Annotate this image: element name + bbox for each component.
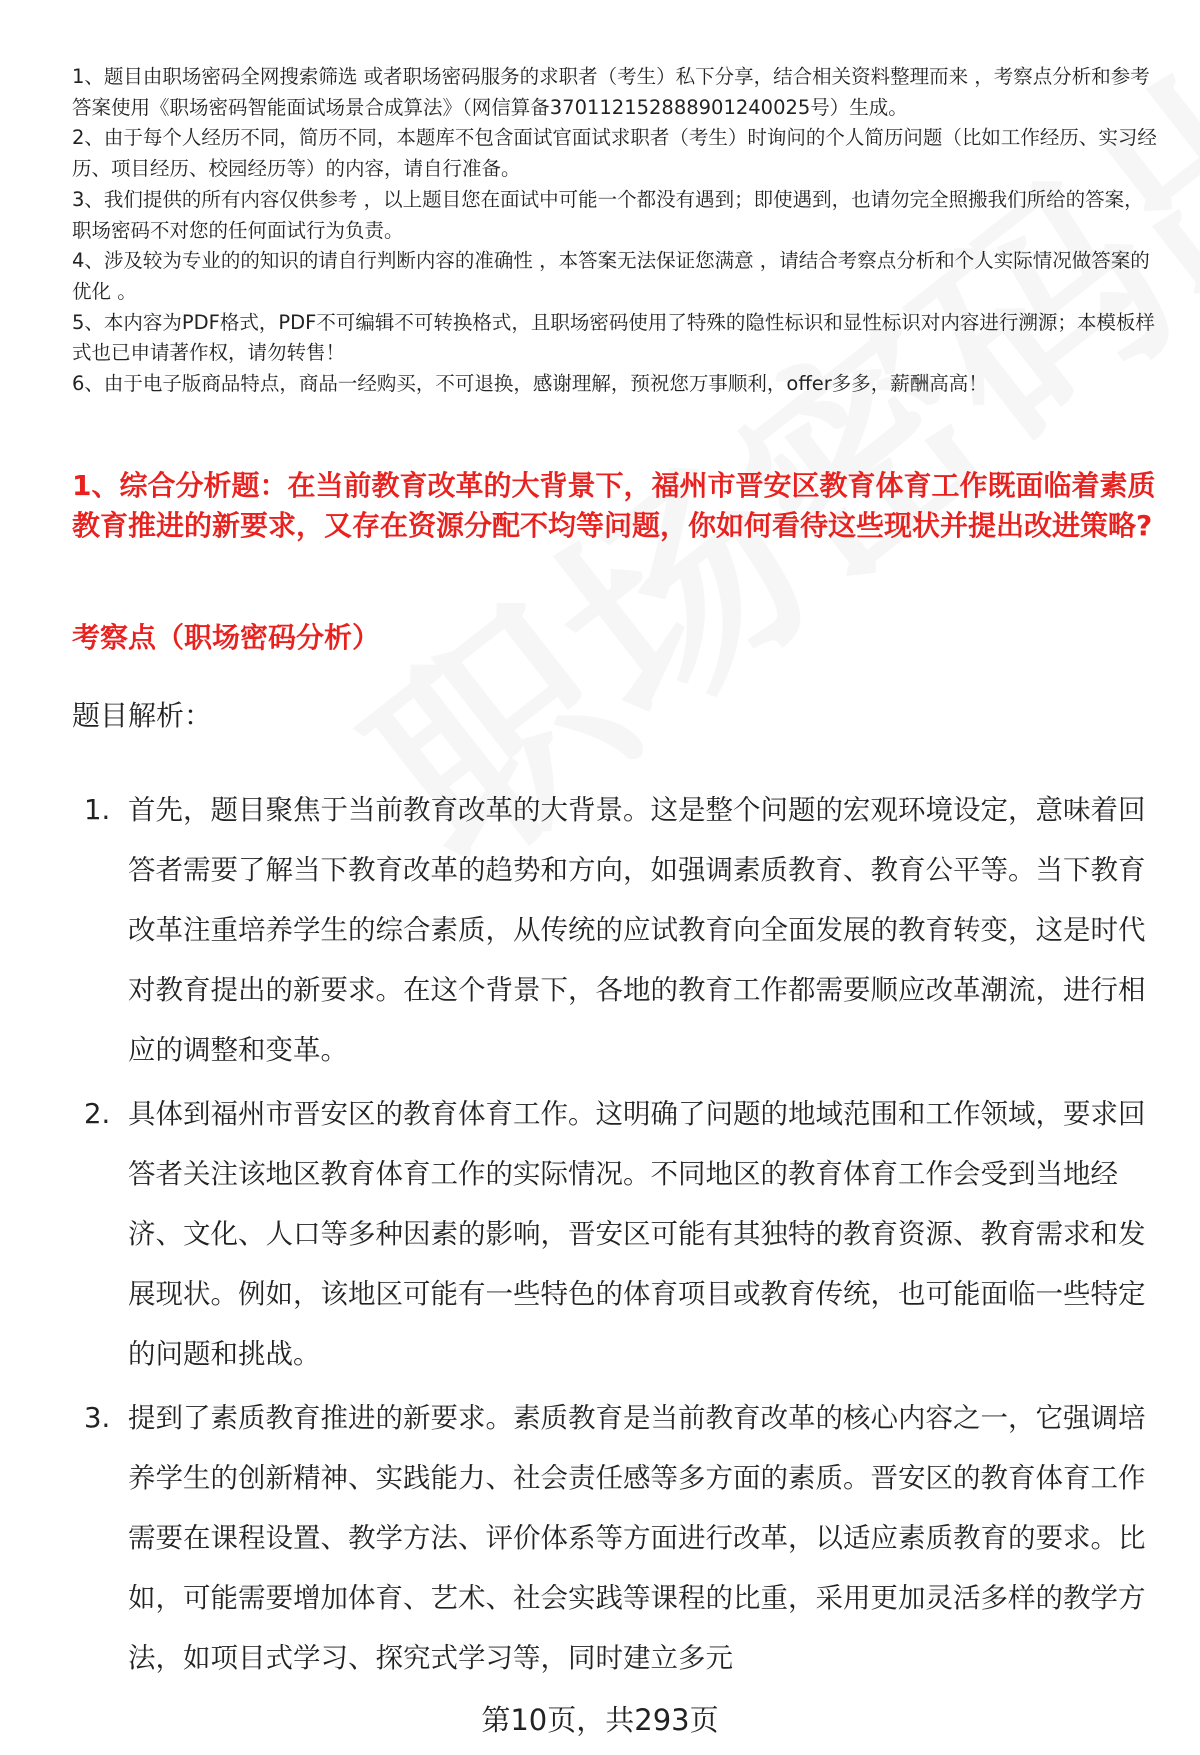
notice-item: 1、题目由职场密码全网搜索筛选 或者职场密码服务的求职者（考生）私下分享，结合相关资料整理而来 ，考察点分析和参考答案使用《职场密码智能面试场景合成算法》（网信算备370112152888901240025号）生成。: [72, 65, 1150, 119]
list-item-text: 首先，题目聚焦于当前教育改革的大背景。这是整个问题的宏观环境设定，意味着回答者需要了解当下教育改革的趋势和方向，如强调素质教育、教育公平等。当下教育改革注重培养学生的综合素质，从传统的应试教育向全面发展的教育转变，这是时代对教育提出的新要求。在这个背景下，各地的教育工作都需要顺应改革潮流，进行相应的调整和变革。: [128, 794, 1146, 1066]
list-number: 1.: [84, 794, 111, 826]
notice-item: 5、本内容为PDF格式，PDF不可编辑不可转换格式，且职场密码使用了特殊的隐性标识和显性标识对内容进行溯源；本模板样式也已申请著作权，请勿转售！: [72, 310, 1155, 365]
section-title: 考察点（职场密码分析）: [72, 621, 381, 654]
list-item: [72, 780, 1147, 1080]
analysis-list: [72, 780, 1147, 1692]
list-number: 3.: [84, 1402, 111, 1434]
analysis-label: 题目解析：: [72, 699, 213, 732]
list-number: 2.: [84, 1098, 111, 1130]
notice-block: [72, 62, 1162, 400]
list-item: [72, 1388, 1147, 1688]
list-item-text: 具体到福州市晋安区的教育体育工作。这明确了问题的地域范围和工作领域，要求回答者关注该地区教育体育工作的实际情况。不同地区的教育体育工作会受到当地经济、文化、人口等多种因素的影响，晋安区可能有其独特的教育资源、教育需求和发展现状。例如，该地区可能有一些特色的体育项目或教育传统，也可能面临一些特定的问题和挑战。: [128, 1098, 1146, 1370]
notice-item: 4、涉及较为专业的的知识的请自行判断内容的准确性 ，本答案无法保证您满意 ，请结合考察点分析和个人实际情况做答案的优化 。: [72, 249, 1150, 303]
question-heading: 1、综合分析题：在当前教育改革的大背景下，福州市晋安区教育体育工作既面临着素质教育推进的新要求，又存在资源分配不均等问题，你如何看待这些现状并提出改进策略?: [72, 469, 1156, 542]
notice-item: 3、我们提供的所有内容仅供参考 ，以上题目您在面试中可能一个都没有遇到；即使遇到，也请勿完全照搬我们所给的答案，职场密码不对您的任何面试行为负责。: [72, 187, 1144, 242]
list-item-text: 提到了素质教育推进的新要求。素质教育是当前教育改革的核心内容之一，它强调培养学生的创新精神、实践能力、社会责任感等多方面的素质。晋安区的教育体育工作需要在课程设置、教学方法、评价体系等方面进行改革，以适应素质教育的要求。比如，可能需要增加体育、艺术、社会实践等课程的比重，采用更加灵活多样的教学方法，如项目式学习、探究式学习等，同时建立多元: [128, 1402, 1146, 1674]
notice-item: 2、由于每个人经历不同，简历不同，本题库不包含面试官面试求职者（考生）时询问的个人简历问题（比如工作经历、实习经历、项目经历、校园经历等）的内容，请自行准备。: [72, 126, 1157, 181]
notice-item: 6、由于电子版商品特点，商品一经购买，不可退换，感谢理解，预祝您万事顺利，offer多多，薪酬高高！: [72, 372, 988, 396]
list-item: [72, 1084, 1147, 1384]
page-number: 第10页，共293页: [481, 1703, 719, 1737]
